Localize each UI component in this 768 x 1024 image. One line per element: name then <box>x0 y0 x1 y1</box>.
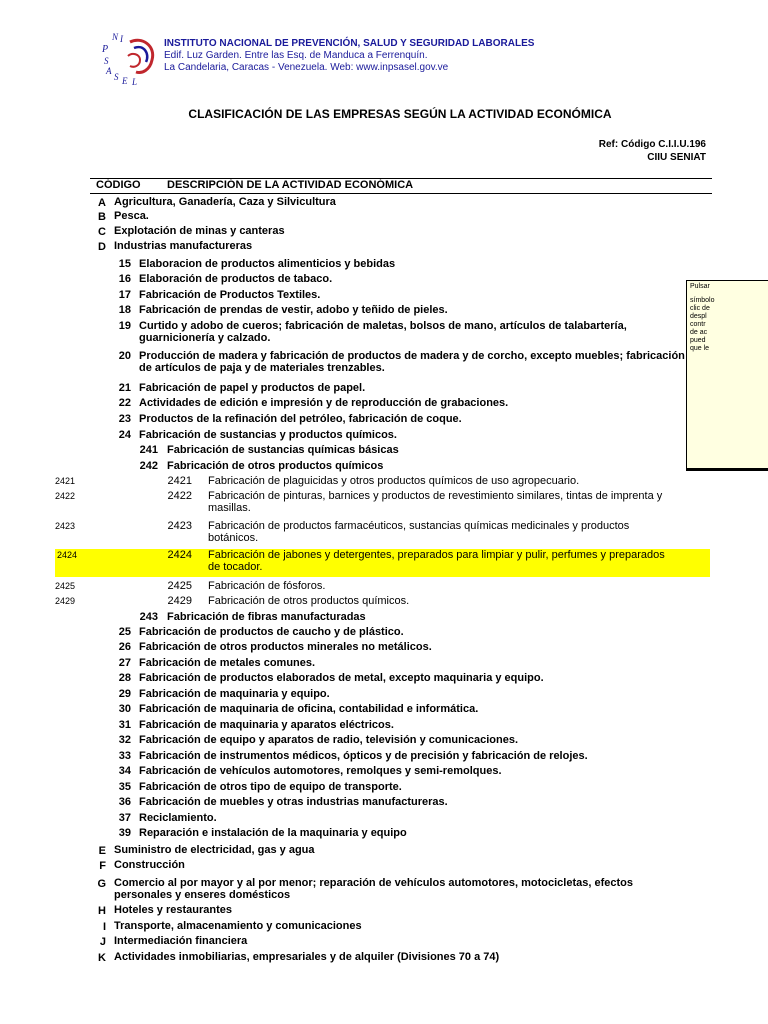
table-row[interactable] <box>0 812 712 826</box>
table-row[interactable] <box>0 595 712 609</box>
column-header-code: CÓDIGO <box>96 179 141 191</box>
svg-text:A: A <box>106 66 112 76</box>
activity-code: 18 <box>118 304 131 316</box>
activity-code: 241 <box>139 444 158 456</box>
activity-code: 2425 <box>167 580 192 592</box>
activity-code: 2429 <box>167 595 192 607</box>
activity-description: Fabricación de Productos Textiles. <box>139 289 321 301</box>
activity-description: Fabricación de productos elaborados de metal, excepto maquinaria y equipo. <box>139 672 544 684</box>
table-row[interactable] <box>0 225 712 239</box>
activity-code: 32 <box>118 734 131 746</box>
table-row[interactable] <box>0 240 712 254</box>
table-row[interactable] <box>0 475 712 489</box>
activity-description: Fabricación de metales comunes. <box>139 657 316 669</box>
svg-text:P: P <box>102 44 109 55</box>
activity-description: Fabricación de productos de caucho y de plástico. <box>139 626 404 638</box>
activity-code: 26 <box>118 641 131 653</box>
cell-comment-tooltip: Pulsar símbolo clic de despl contr de ac pued que le <box>686 280 768 470</box>
table-row[interactable] <box>0 877 712 903</box>
svg-text:I: I <box>120 34 123 44</box>
table-row[interactable] <box>0 935 712 949</box>
table-row-selected[interactable] <box>55 549 710 577</box>
activity-code: 22 <box>118 397 131 409</box>
table-row[interactable] <box>0 904 712 918</box>
activity-code: 28 <box>118 672 131 684</box>
table-row[interactable] <box>0 289 712 303</box>
table-row[interactable] <box>0 210 712 224</box>
activity-code: I <box>102 921 106 933</box>
table-row[interactable] <box>0 382 712 396</box>
column-header-description: DESCRIPCIÓN DE LA ACTIVIDAD ECONÓMICA <box>167 179 414 191</box>
table-row[interactable] <box>0 719 712 733</box>
activity-description: Fabricación de sustancias y productos químicos. <box>139 429 397 441</box>
activity-code: F <box>99 860 106 872</box>
svg-text:S: S <box>114 72 119 82</box>
activity-description: Fabricación de pinturas, barnices y productos de revestimiento similares, tintas de imprenta y masillas. <box>208 490 663 514</box>
svg-text:N: N <box>112 32 119 42</box>
activity-description: Fabricación de instrumentos médicos, ópticos y de precisión y fabricación de relojes. <box>139 750 588 762</box>
activity-description: Agricultura, Ganadería, Caza y Silvicultura <box>114 196 336 208</box>
activity-description: Construcción <box>114 859 185 871</box>
activity-code: 33 <box>118 750 131 762</box>
reference-line-2: CIIU SENIAT <box>647 152 706 163</box>
svg-text:S: S <box>104 56 109 66</box>
table-row[interactable] <box>0 827 712 841</box>
activity-description: Reparación e instalación de la maquinaria y equipo <box>139 827 407 839</box>
address-line-1: Edif. Luz Garden. Entre las Esq. de Manduca a Ferrenquín. <box>164 50 428 61</box>
activity-code: B <box>98 211 106 223</box>
row-code-column-a: 2422 <box>55 491 76 501</box>
activity-description: Comercio al por mayor y al por menor; reparación de vehículos automotores, motocicletas, efectos personales y enseres domésticos <box>114 877 633 901</box>
table-row[interactable] <box>0 258 712 272</box>
table-row[interactable] <box>0 920 712 934</box>
activity-code: 24 <box>118 429 131 441</box>
activity-code: 20 <box>118 350 131 362</box>
table-row[interactable] <box>0 796 712 810</box>
table-row[interactable] <box>0 688 712 702</box>
activity-description: Fabricación de prendas de vestir, adobo y teñido de pieles. <box>139 304 448 316</box>
activity-description: Curtido y adobo de cueros; fabricación de maletas, bolsos de mano, artículos de talabartería, guarnicionería y calzado. <box>139 320 627 344</box>
activity-code: 2424 <box>167 549 192 561</box>
activity-code: 31 <box>118 719 131 731</box>
table-row[interactable] <box>0 611 712 625</box>
table-row[interactable] <box>0 580 712 594</box>
activity-description: Fabricación de fósforos. <box>208 580 326 592</box>
table-row[interactable] <box>0 626 712 640</box>
activity-code: 25 <box>118 626 131 638</box>
activity-description: Productos de la refinación del petróleo, fabricación de coque. <box>139 413 462 425</box>
row-code-column-a: 2423 <box>55 521 76 531</box>
activity-description: Elaboracion de productos alimenticios y bebidas <box>139 258 396 270</box>
activity-description: Actividades de edición e impresión y de reproducción de grabaciones. <box>139 397 509 409</box>
table-row[interactable] <box>0 444 712 458</box>
table-row[interactable] <box>0 641 712 655</box>
table-row[interactable] <box>0 460 712 474</box>
activity-code: 15 <box>118 258 131 270</box>
activity-description: Elaboración de productos de tabaco. <box>139 273 333 285</box>
activity-code: 29 <box>118 688 131 700</box>
table-row[interactable] <box>0 490 712 516</box>
svg-text:E: E <box>122 76 128 86</box>
activity-code: A <box>98 197 106 209</box>
inpsasel-logo <box>100 30 160 86</box>
reference <box>599 138 706 164</box>
activity-description: Fabricación de jabones y detergentes, preparados para limpiar y pulir, perfumes y preparados de tocador. <box>208 549 665 573</box>
activity-code: 2423 <box>167 520 192 532</box>
activity-code: C <box>98 226 106 238</box>
table-row[interactable] <box>0 750 712 764</box>
table-row[interactable] <box>0 703 712 717</box>
activity-description: Pesca. <box>114 210 149 222</box>
address-line-2: La Candelaria, Caracas - Venezuela. Web: www.inpsasel.gov.ve <box>164 62 449 73</box>
activity-description: Fabricación de plaguicidas y otros productos químicos de uso agropecuario. <box>208 475 580 487</box>
activity-description: Intermediación financiera <box>114 935 248 947</box>
header-bottom-rule <box>90 193 712 194</box>
activity-code: 37 <box>118 812 131 824</box>
table-row[interactable] <box>0 859 712 873</box>
row-code-column-a: 2425 <box>55 581 76 591</box>
table-row[interactable] <box>0 844 712 858</box>
row-code-column-a: 2421 <box>55 476 76 486</box>
reference-line-1: Ref: Código C.I.I.U.196 <box>598 139 706 150</box>
activity-code: 2422 <box>167 490 192 502</box>
activity-code: K <box>98 952 106 964</box>
activity-code: 2421 <box>167 475 192 487</box>
activity-code: 243 <box>139 611 158 623</box>
table-row[interactable] <box>0 413 712 427</box>
table-row[interactable] <box>0 304 712 318</box>
table-row[interactable] <box>0 734 712 748</box>
activity-description: Fabricación de maquinaria de oficina, contabilidad e informática. <box>139 703 479 715</box>
activity-description: Fabricación de fibras manufacturadas <box>167 611 366 623</box>
institution-name: INSTITUTO NACIONAL DE PREVENCIÓN, SALUD Y SEGURIDAD LABORALES <box>164 38 535 49</box>
activity-description: Fabricación de muebles y otras industrias manufactureras. <box>139 796 448 808</box>
activity-code: 17 <box>118 289 131 301</box>
table-row[interactable] <box>0 196 712 210</box>
activity-description: Fabricación de otros productos minerales no metálicos. <box>139 641 432 653</box>
activity-description: Actividades inmobiliarias, empresariales y de alquiler (Divisiones 70 a 74) <box>114 951 500 963</box>
activity-code: 39 <box>118 827 131 839</box>
activity-code: 19 <box>118 320 131 332</box>
activity-code: 242 <box>139 460 158 472</box>
row-code-column-a: 2429 <box>55 596 76 606</box>
activity-description: Fabricación de sustancias químicas básicas <box>167 444 399 456</box>
table-row[interactable] <box>0 350 712 378</box>
activity-description: Fabricación de equipo y aparatos de radio, televisión y comunicaciones. <box>139 734 519 746</box>
activity-description: Fabricación de otros productos químicos. <box>208 595 410 607</box>
activity-code: 34 <box>118 765 131 777</box>
activity-code: H <box>98 905 106 917</box>
table-row[interactable] <box>0 765 712 779</box>
activity-code: 35 <box>118 781 131 793</box>
activity-code: J <box>99 936 106 948</box>
activity-description: Fabricación de otros tipo de equipo de transporte. <box>139 781 402 793</box>
table-row[interactable] <box>0 397 712 411</box>
table-row[interactable] <box>0 657 712 671</box>
table-row[interactable] <box>0 429 712 443</box>
activity-description: Transporte, almacenamiento y comunicaciones <box>114 920 362 932</box>
table-row[interactable] <box>0 273 712 287</box>
table-row[interactable] <box>0 520 712 546</box>
activity-description: Hoteles y restaurantes <box>114 904 232 916</box>
activity-description: Fabricación de otros productos químicos <box>167 460 384 472</box>
svg-text:L: L <box>132 77 138 86</box>
activity-description: Producción de madera y fabricación de productos de madera y de corcho, excepto muebles; fabricación de artículos de paja y de materiales trenzables. <box>139 350 685 374</box>
activity-description: Fabricación de papel y productos de papel. <box>139 382 366 394</box>
table-row[interactable] <box>0 951 712 965</box>
activity-description: Industrias manufactureras <box>114 240 253 252</box>
activity-description: Fabricación de maquinaria y equipo. <box>139 688 330 700</box>
institution-header <box>164 38 534 74</box>
table-row[interactable] <box>0 781 712 795</box>
row-code-column-a: 2424 <box>57 550 78 560</box>
activity-code: 27 <box>118 657 131 669</box>
activity-description: Fabricación de vehículos automotores, remolques y semi-remolques. <box>139 765 502 777</box>
activity-description: Reciclamiento. <box>139 812 217 824</box>
activity-code: 23 <box>118 413 131 425</box>
activity-code: G <box>97 878 106 890</box>
comment-shadow <box>686 468 768 471</box>
activity-code: 30 <box>118 703 131 715</box>
activity-code: 16 <box>118 273 131 285</box>
activity-code: E <box>98 845 106 857</box>
table-row[interactable] <box>0 320 712 346</box>
document-title: CLASIFICACIÓN DE LAS EMPRESAS SEGÚN LA ACTIVIDAD ECONÓMICA <box>188 107 612 121</box>
activity-description: Suministro de electricidad, gas y agua <box>114 844 315 856</box>
activity-description: Fabricación de productos farmacéuticos, sustancias químicas medicinales y productos botánicos. <box>208 520 630 544</box>
activity-description: Fabricación de maquinaria y aparatos eléctricos. <box>139 719 394 731</box>
table-row[interactable] <box>0 672 712 686</box>
activity-code: 36 <box>118 796 131 808</box>
activity-description: Explotación de minas y canteras <box>114 225 285 237</box>
activity-code: 21 <box>118 382 131 394</box>
activity-code: D <box>98 241 106 253</box>
